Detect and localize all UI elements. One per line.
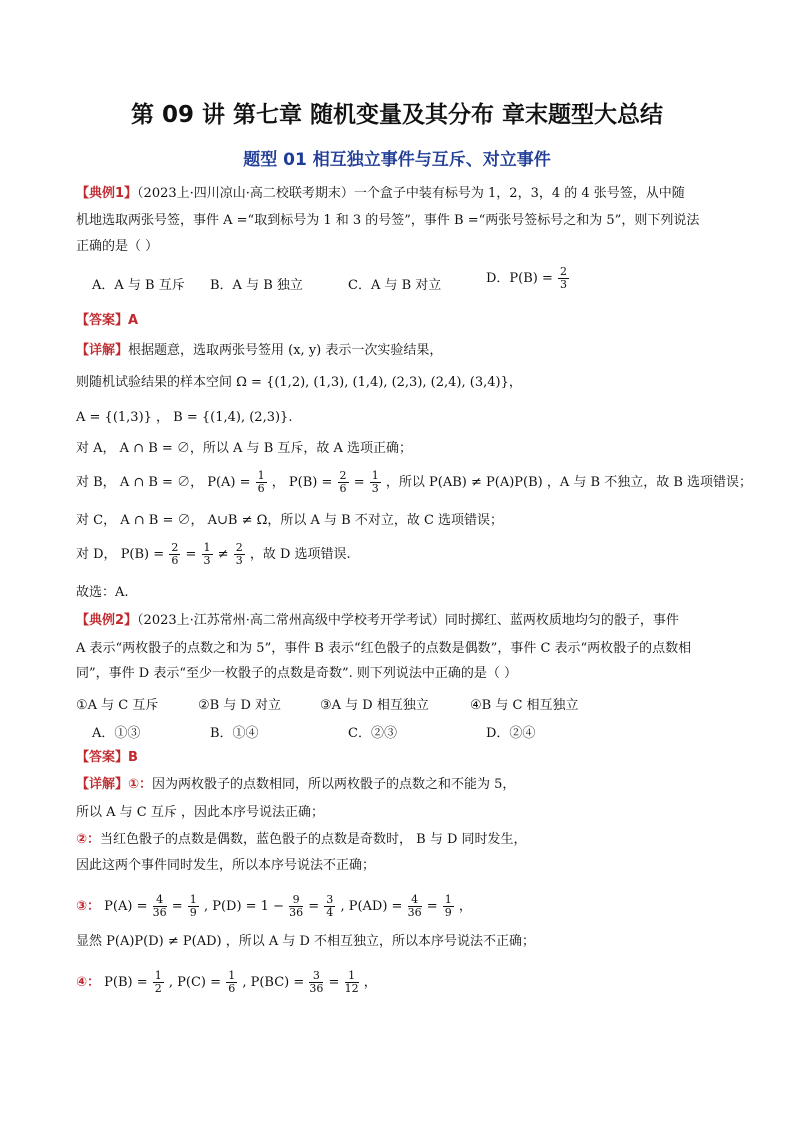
example1-detail-4: 对 A， A ∩ B = ∅，所以 A 与 B 互斥，故 A 选项正确； [76,441,413,456]
example2-option-b: B．①④ [210,726,259,741]
example1-line2: 机地选取两张号签，事件 A =“取到标号为 1 和 3 的号签”，事件 B =“两张号签标号之和为 5”，则下列说法 [76,213,700,228]
page-title: 第 09 讲 第七章 随机变量及其分布 章末题型大总结 [130,102,664,128]
example2-detail-1: 【详解】①：因为两枚骰子的点数相同，所以两枚骰子的点数之和不能为 5， [76,777,516,792]
example1-detail-2: 则随机试验结果的样本空间 Ω = {(1,2), (1,3), (1,4), (2,3), (2,4), (3,4)}， [76,375,522,390]
example1-option-d: D．P(B) = $\frac{2}{3}$ [486,265,568,291]
fraction: $\frac{2}{3}$ [560,265,568,291]
example1-detail-6: 对 C， A ∩ B = ∅， A∪B ≠ Ω，所以 A 与 B 不对立，故 C 选项错误； [76,513,504,528]
example2-line2: A 表示“两枚骰子的点数之和为 5”，事件 B 表示“红色骰子的点数是偶数”，事件 C 表示“两枚骰子的点数相 [76,641,692,656]
example2-detail-6: 显然 P(A)P(D) ≠ P(AD) ，所以 A 与 D 不相互独立，所以本序号说法不正确； [76,934,536,949]
statement-4: ④B 与 C 相互独立 [470,698,579,713]
example2-option-a: A．①③ [92,726,141,741]
example1-option-c: C．A 与 B 对立 [348,278,442,293]
example2-answer: 【答案】B [76,750,138,765]
example1-line1: 【典例1】（2023上·四川凉山·高二校联考期末）一个盒子中装有标号为 1，2，3，4 的 4 张号签，从中随 [76,186,685,201]
example2-detail-3: ②：当红色骰子的点数是偶数，蓝色骰子的点数是奇数时， B 与 D 同时发生， [76,832,527,847]
section-subtitle: 题型 01 相互独立事件与互斥、对立事件 [243,150,551,170]
example2-detail-4: 因此这两个事件同时发生，所以本序号说法不正确； [76,858,376,873]
example2-tag: 【典例2】 [76,613,138,628]
example2-detail-2: 所以 A 与 C 互斥 ，因此本序号说法正确； [76,805,324,820]
statement-1: ①A 与 C 互斥 [76,698,159,713]
example2-option-c: C．②③ [348,726,397,741]
example1-detail-3: A = {(1,3)} ， B = {(1,4), (2,3)}. [76,410,293,425]
example1-detail-1: 【详解】根据题意，选取两张号签用 (x, y) 表示一次实验结果， [76,343,443,358]
example1-answer: 【答案】A [76,313,139,328]
example2-detail-7: ④： P(B) = $\frac{1}{2}$ , P(C) = $\frac{1}{6}$ , P(BC) = $\frac{3}{36}$ = $\frac{1}{12}$ ， [76,969,377,995]
example1-tag: 【典例1】 [76,186,138,201]
example1-detail-5: 对 B， A ∩ B = ∅， P(A) = $\frac{1}{6}$ ， P(B) = $\frac{2}{6}$ = $\frac{1}{3}$ ，所以 P(AB) ≠ P(A)P(B) ，A 与 B 不独立，故 B 选项错误； [76,469,753,495]
example1-option-b: B．A 与 B 独立 [210,278,303,293]
example1-option-a: A．A 与 B 互斥 [92,278,185,293]
example1-line3: 正确的是（ ） [76,239,159,254]
example1-detail-7: 对 D， P(B) = $\frac{2}{6}$ = $\frac{1}{3}$ ≠ $\frac{2}{3}$ ，故 D 选项错误. [76,541,351,567]
example2-option-d: D．②④ [486,726,536,741]
example2-detail-5: ③： P(A) = $\frac{4}{36}$ = $\frac{1}{9}$ , P(D) = 1 − $\frac{9}{36}$ = $\frac{3}{4}$ , P(AD) = $\frac{4}{36}$ = $\frac{1}{9}$ ， [76,893,472,919]
statement-3: ③A 与 D 相互独立 [320,698,429,713]
example2-line3: 同”，事件 D 表示“至少一枚骰子的点数是奇数”. 则下列说法中正确的是（ ） [76,666,518,681]
statement-2: ②B 与 D 对立 [198,698,282,713]
example2-line1: 【典例2】（2023上·江苏常州·高二常州高级中学校考开学考试）同时掷红、蓝两枚质地均匀的骰子，事件 [76,613,679,628]
example1-conclusion: 故选：A. [76,585,129,600]
